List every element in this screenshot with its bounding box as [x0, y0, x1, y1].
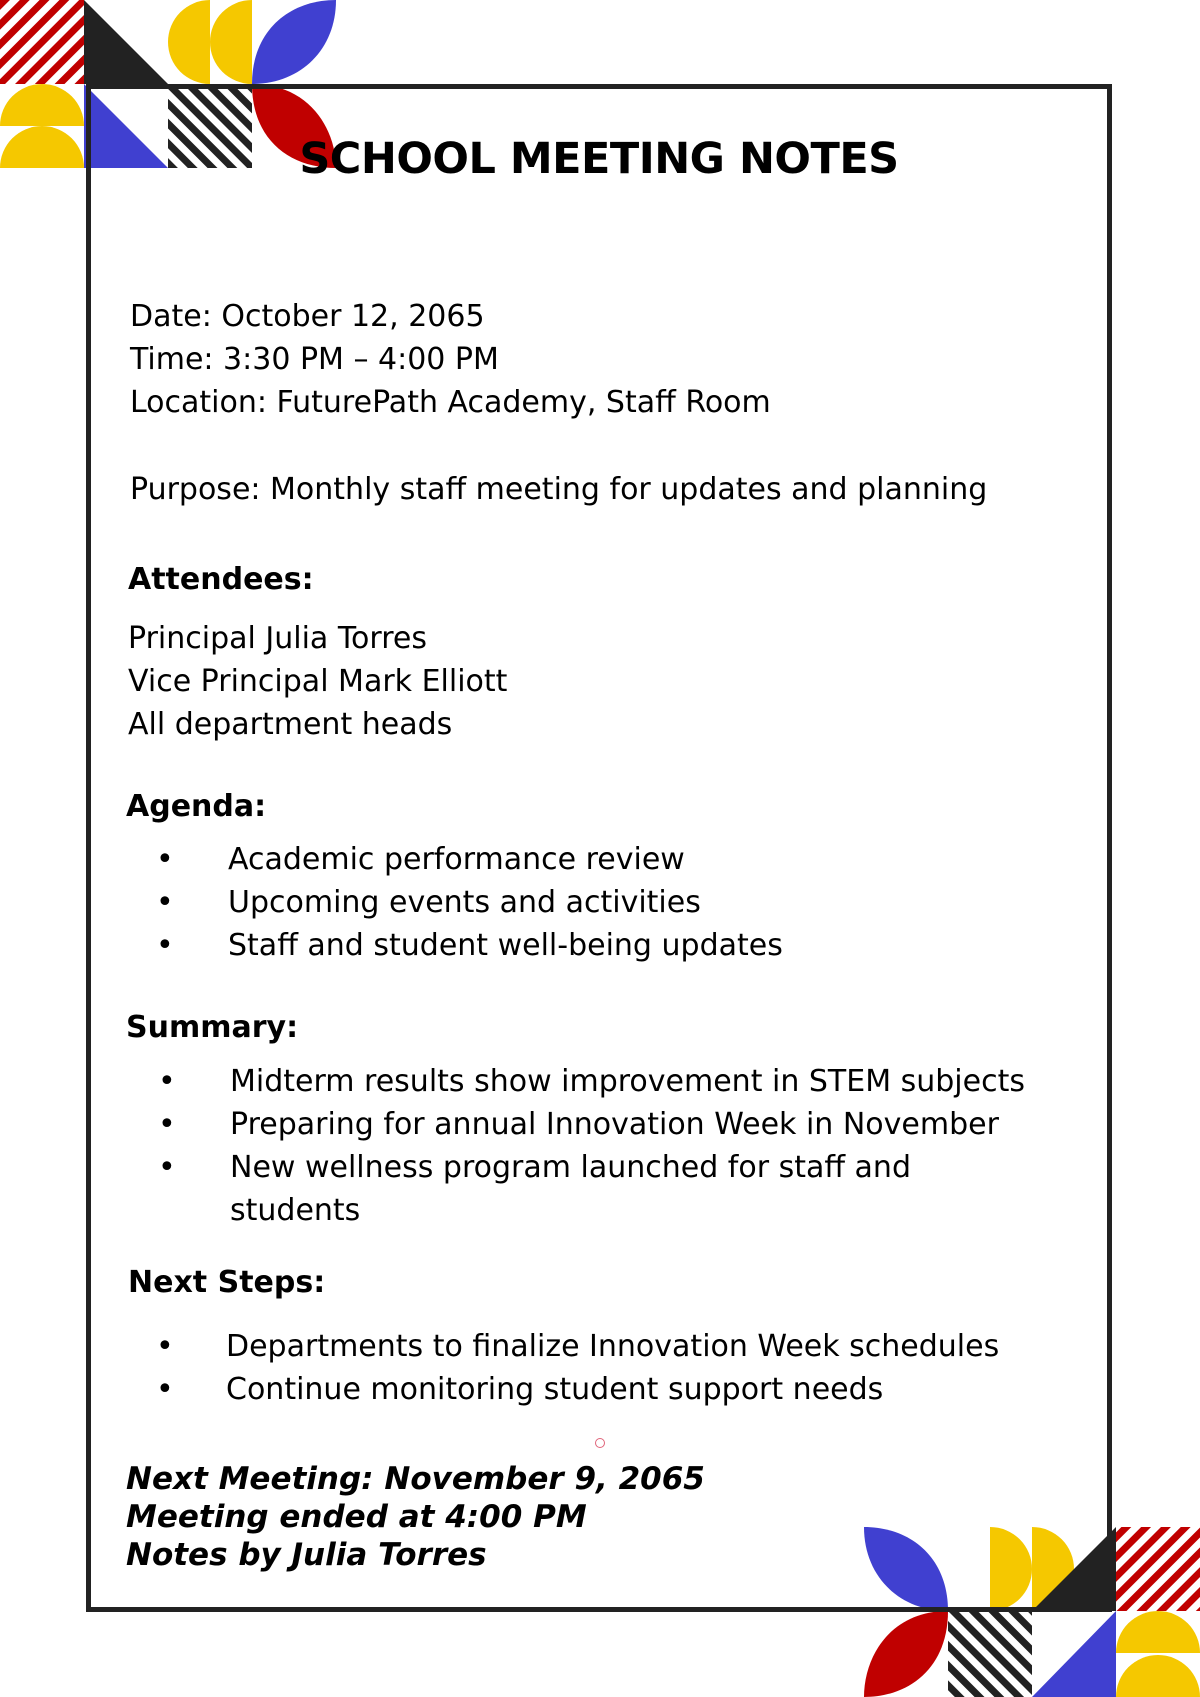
bullet-icon: • [158, 1150, 176, 1185]
summary-item-text: Midterm results show improvement in STEM subjects [230, 1064, 1025, 1099]
summary-item [158, 1146, 1025, 1189]
bullet-icon: • [156, 928, 174, 963]
closing-block [126, 1460, 705, 1574]
meeting-date: Date: October 12, 2065 [130, 299, 485, 334]
summary-item [158, 1060, 1025, 1103]
summary-item-text: students [230, 1193, 361, 1228]
bullet-icon: • [156, 842, 174, 877]
summary-item-text: Preparing for annual Innovation Week in November [230, 1107, 999, 1142]
summary-item-continuation [230, 1189, 1025, 1232]
meeting-time: Time: 3:30 PM – 4:00 PM [130, 342, 499, 377]
agenda-item [156, 881, 783, 924]
next-step-item-text: Continue monitoring student support needs [226, 1372, 884, 1407]
attendees-heading: Attendees: [128, 562, 314, 597]
notes-by: Notes by Julia Torres [126, 1537, 487, 1573]
summary-item [158, 1103, 1025, 1146]
page-title: SCHOOL MEETING NOTES [299, 134, 899, 184]
attendee-item: Vice Principal Mark Elliott [128, 664, 508, 699]
summary-item-text: New wellness program launched for staff and [230, 1150, 911, 1185]
bullet-icon: • [156, 885, 174, 920]
attendee-item: Principal Julia Torres [128, 621, 427, 656]
next-step-item [156, 1325, 1000, 1368]
agenda-list [156, 838, 783, 967]
next-steps-list [156, 1325, 1000, 1411]
summary-heading: Summary: [126, 1010, 299, 1045]
bullet-icon: • [158, 1064, 176, 1099]
next-steps-heading: Next Steps: [128, 1265, 326, 1300]
next-step-item [156, 1368, 999, 1411]
attendee-item: All department heads [128, 707, 453, 742]
agenda-item-text: Staff and student well-being updates [228, 928, 783, 963]
next-step-item-text: Departments to finalize Innovation Week schedules [226, 1329, 1000, 1364]
meeting-location: Location: FuturePath Academy, Staff Room [130, 385, 771, 420]
agenda-item-text: Upcoming events and activities [228, 885, 701, 920]
agenda-item-text: Academic performance review [228, 842, 685, 877]
anchor-marker-icon [595, 1438, 605, 1448]
bullet-icon: • [156, 1372, 174, 1407]
next-meeting: Next Meeting: November 9, 2065 [126, 1461, 705, 1497]
bullet-icon: • [158, 1107, 176, 1142]
agenda-heading: Agenda: [126, 789, 267, 824]
agenda-item [156, 924, 783, 967]
bullet-icon: • [156, 1329, 174, 1364]
meeting-ended: Meeting ended at 4:00 PM [126, 1499, 587, 1535]
agenda-item [156, 838, 783, 881]
summary-list [158, 1060, 1025, 1232]
meeting-purpose: Purpose: Monthly staff meeting for updates and planning [130, 472, 988, 507]
